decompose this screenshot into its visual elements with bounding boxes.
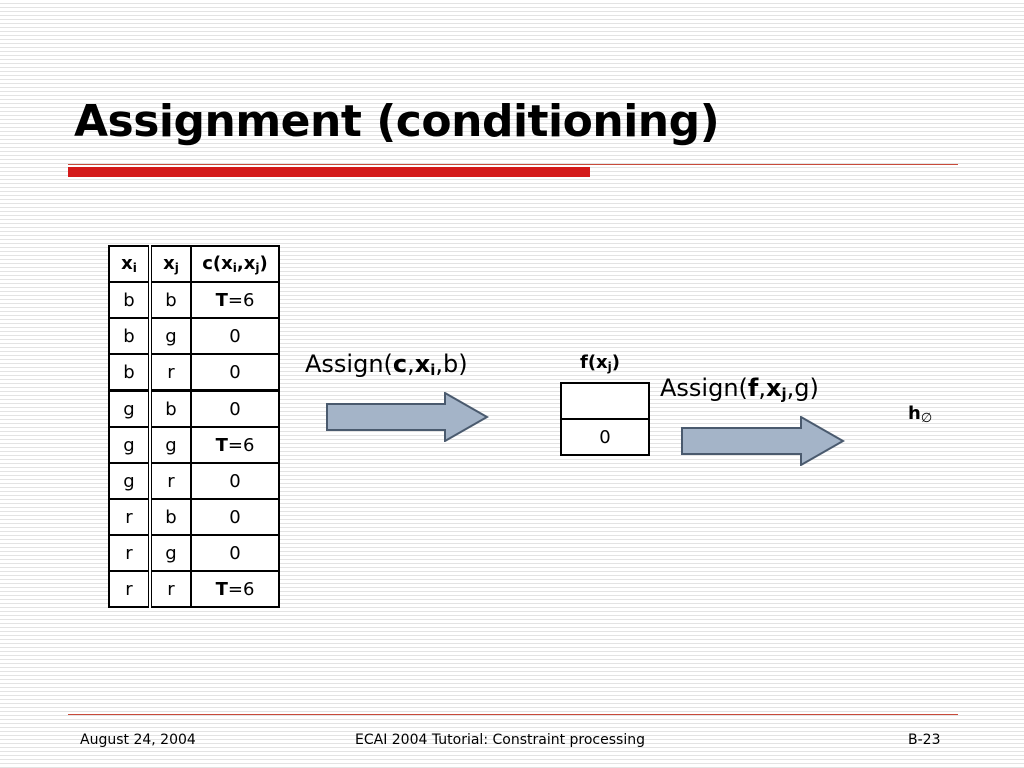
cell-cost: T=6 [191, 427, 279, 463]
title-underline-thick [68, 167, 590, 177]
cell-cost: 0 [191, 499, 279, 535]
f-cell-value: 0 [561, 419, 649, 455]
assign-f-label: $Assign(f,x_j,g)$ [660, 374, 819, 403]
cell-cost: T=6 [191, 282, 279, 318]
assign-c-label: $Assign(c,x_i,b)$ [305, 350, 468, 379]
cell-xj: b [150, 282, 191, 318]
cell-xj: r [150, 571, 191, 607]
cell-xj: b [150, 499, 191, 535]
h-empty-result: h∅ [908, 403, 933, 426]
header-xi: $x_i$ [109, 246, 150, 282]
f-cell-empty [561, 383, 649, 419]
f-table [560, 382, 650, 456]
title-underline-thin [68, 164, 958, 165]
empty-set-icon: ∅ [920, 411, 933, 426]
table-row [109, 391, 279, 428]
cell-xj: g [150, 318, 191, 354]
table-row [561, 383, 649, 419]
cell-cost: 0 [191, 391, 279, 428]
cell-xi: r [109, 571, 150, 607]
right-arrow-icon [680, 416, 846, 466]
table-row [109, 463, 279, 499]
footer-date: August 24, 2004 [80, 732, 196, 748]
cell-xi: g [109, 463, 150, 499]
table-row [109, 535, 279, 571]
cell-cost: T=6 [191, 571, 279, 607]
cell-xj: g [150, 427, 191, 463]
cell-xj: b [150, 391, 191, 428]
slide-title: Assignment (conditioning) [74, 96, 720, 147]
cell-xi: b [109, 318, 150, 354]
f-table-header: $f(x_j)$ [580, 352, 621, 374]
cell-xj: r [150, 463, 191, 499]
cell-cost: 0 [191, 354, 279, 391]
cell-xi: g [109, 391, 150, 428]
cell-cost: 0 [191, 463, 279, 499]
table-header-row [109, 246, 279, 282]
table-row [109, 571, 279, 607]
cell-xj: g [150, 535, 191, 571]
footer-rule [68, 714, 958, 715]
header-xj: $x_j$ [150, 246, 191, 282]
right-arrow-icon [325, 392, 490, 442]
footer-title: ECAI 2004 Tutorial: Constraint processing [355, 732, 645, 748]
cell-xj: r [150, 354, 191, 391]
table-row [109, 282, 279, 318]
constraint-table [108, 245, 280, 608]
cell-xi: r [109, 499, 150, 535]
footer-page-number: B-23 [908, 732, 941, 748]
cell-xi: b [109, 282, 150, 318]
table-row [109, 318, 279, 354]
cell-cost: 0 [191, 535, 279, 571]
cell-xi: g [109, 427, 150, 463]
table-row [109, 499, 279, 535]
cell-xi: r [109, 535, 150, 571]
table-row [109, 354, 279, 391]
table-row [561, 419, 649, 455]
cell-cost: 0 [191, 318, 279, 354]
cell-xi: b [109, 354, 150, 391]
header-cost: $c(x_i,x_j)$ [191, 246, 279, 282]
table-row [109, 427, 279, 463]
